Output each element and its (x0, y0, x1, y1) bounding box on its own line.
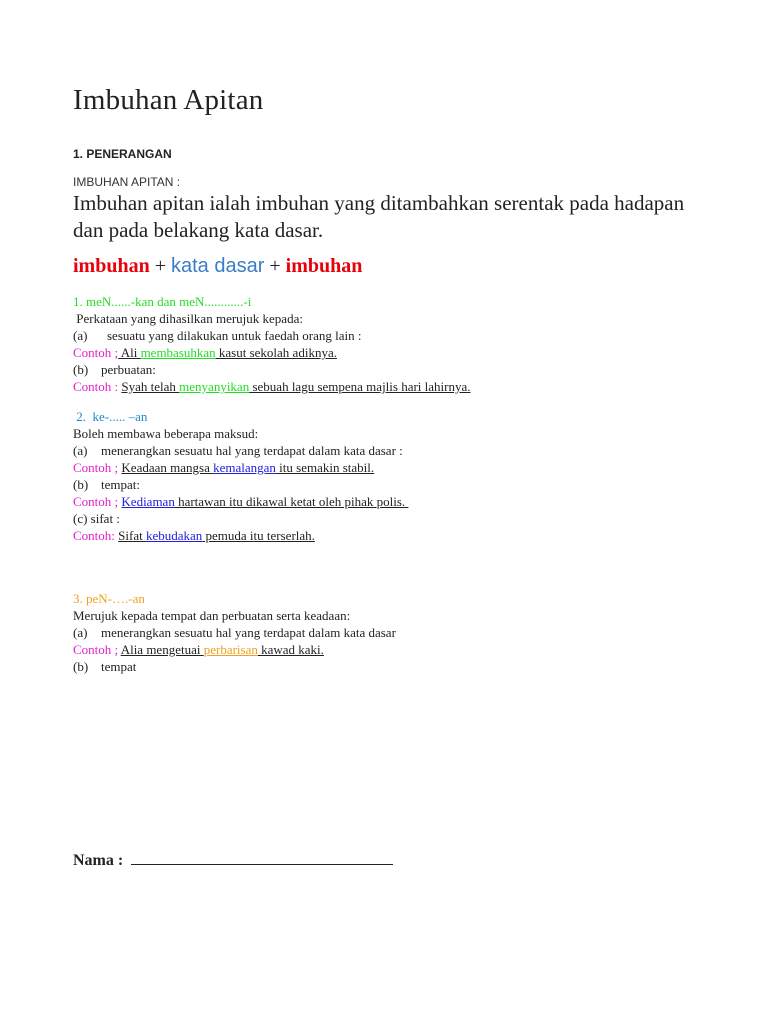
s2-b-text: tempat: (101, 477, 140, 492)
page-title: Imbuhan Apitan (73, 84, 264, 116)
s1-b-marker: (b) (73, 362, 89, 377)
definition-text (73, 190, 713, 244)
name-field (73, 850, 393, 870)
s3-a-marker: (a) (73, 625, 88, 640)
s1-a-marker: (a) (73, 328, 88, 343)
formula-plus-1: + (149, 255, 171, 277)
s2-ex2-word: Kediaman (121, 494, 175, 509)
s1-example-2 (73, 378, 471, 395)
s2-ex1-label: Contoh ; (73, 460, 122, 475)
s3-b-marker: (b) (73, 659, 89, 674)
formula (73, 255, 362, 278)
s2-a-text: menerangkan sesuatu hal yang terdapat dalam kata dasar : (101, 443, 403, 458)
definition-label: IMBUHAN APITAN : (73, 175, 181, 189)
s1-ex1-pre: Ali (118, 345, 141, 360)
s2-ex2-label: Contoh ; (73, 494, 122, 509)
definition-sentence: Imbuhan apitan ialah imbuhan yang ditambahkan serentak pada hadapan dan pada belakang kata dasar. (73, 191, 685, 242)
s3-item-a (73, 624, 396, 641)
s1-ex1-post: kasut sekolah adiknya. (215, 345, 337, 360)
s1-b-text: perbuatan: (101, 362, 156, 377)
s3-ex1-pre: Alia mengetuai (120, 642, 204, 657)
s3-b-text: tempat (101, 659, 137, 674)
s3-ex1-post: kawad kaki. (257, 642, 324, 657)
s2-item-c: (c) sifat : (73, 511, 120, 526)
s2-example-1 (73, 459, 374, 476)
s2-example-2 (73, 493, 408, 510)
s2-b-marker: (b) (73, 477, 89, 492)
s1-ex1-word: membasuhkan (140, 345, 216, 360)
s3-intro: Merujuk kepada tempat dan perbuatan serta keadaan: (73, 608, 351, 623)
s2-ex1-word: kemalangan (213, 460, 276, 475)
name-label: Nama : (73, 852, 128, 869)
s2-item-b (73, 476, 140, 493)
s2-example-3 (73, 527, 315, 544)
s2-ex3-label: Contoh: (73, 528, 119, 543)
s2-ex2-post: hartawan itu dikawal ketat oleh pihak polis. (174, 494, 409, 509)
s1-ex1-label: Contoh ; (73, 345, 119, 360)
s1-ex2-label: Contoh : (73, 379, 122, 394)
s1-example-1 (73, 344, 337, 361)
s2-item-a (73, 442, 403, 459)
s2-ex1-pre: Keadaan mangsa (121, 460, 214, 475)
s3-heading: 3. peN-….-an (73, 591, 145, 606)
s3-ex1-label: Contoh ; (73, 642, 121, 657)
s2-ex1-post: itu semakin stabil. (275, 460, 375, 475)
s1-ex2-word: menyanyikan (179, 379, 250, 394)
s3-item-b (73, 658, 136, 675)
s1-item-a (73, 327, 362, 344)
s2-ex3-pre: Sifat (118, 528, 146, 543)
s1-ex2-pre: Syah telah (121, 379, 180, 394)
s3-a-text: menerangkan sesuatu hal yang terdapat dalam kata dasar (101, 625, 396, 640)
s3-example-1 (73, 641, 324, 658)
s1-heading: 1. meN......-kan dan meN............-i (73, 294, 252, 309)
s3-ex1-word: perbarisan (203, 642, 258, 657)
s1-intro: Perkataan yang dihasilkan merujuk kepada: (73, 311, 303, 326)
formula-suffix: imbuhan (285, 255, 363, 277)
s2-intro: Boleh membawa beberapa maksud: (73, 426, 259, 441)
s2-ex3-post: pemuda itu terserlah. (202, 528, 315, 543)
s2-a-marker: (a) (73, 443, 88, 458)
formula-plus-2: + (264, 255, 286, 277)
s1-a-text: sesuatu yang dilakukan untuk faedah orang lain : (107, 328, 362, 343)
s1-ex2-post: sebuah lagu sempena majlis hari lahirnya. (249, 379, 471, 394)
s1-item-b (73, 361, 156, 378)
section-heading: 1. PENERANGAN (73, 147, 172, 161)
name-blank-line[interactable] (131, 850, 393, 865)
s2-ex3-word: kebudakan (145, 528, 203, 543)
s2-heading: 2. ke-..... –an (73, 409, 148, 424)
formula-root: kata dasar (171, 255, 265, 277)
formula-prefix: imbuhan (73, 255, 150, 277)
